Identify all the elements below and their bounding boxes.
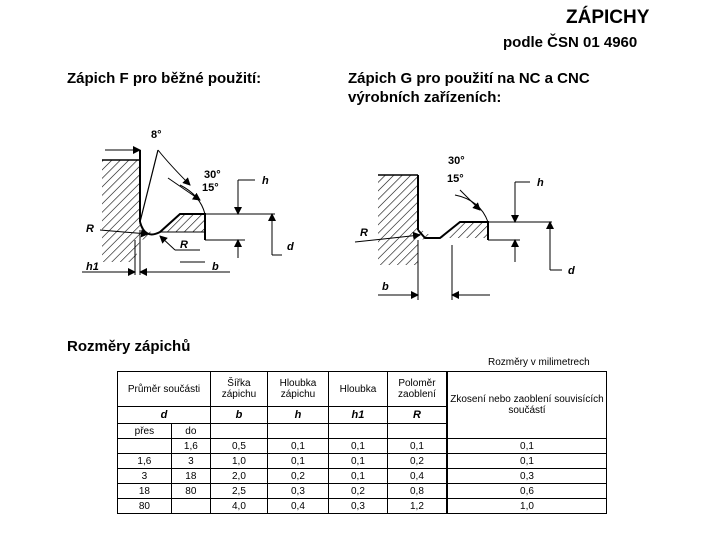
f-b-label: b (212, 261, 219, 273)
section-f-heading: Zápich F pro běžné použití: (67, 70, 262, 87)
symbol-d: d (118, 407, 211, 424)
f-d-label: d (287, 241, 294, 253)
section-g-heading-line1: Zápich G pro použití na NC a CNC (348, 70, 590, 87)
f-r2-label: R (180, 239, 188, 251)
symbol-h: h (267, 407, 328, 424)
header-chamfer: Zkosení nebo zaoblení souvisících součástí (447, 372, 607, 439)
f-h1-label: h1 (86, 261, 99, 273)
header-depth-h: Hloubka zápichu (267, 372, 328, 407)
f-h-label: h (262, 175, 269, 187)
table-row: 18 80 2,5 0,3 0,2 0,8 0,6 (118, 484, 607, 499)
g-b-label: b (382, 281, 389, 293)
page-title: ZÁPICHY (566, 7, 650, 28)
dimensions-table (117, 371, 607, 514)
section-g-heading-line2: výrobních zařízeních: (348, 89, 502, 106)
table-row: 80 4,0 0,4 0,3 1,2 1,0 (118, 499, 607, 514)
table-row: 1,6 3 1,0 0,1 0,1 0,2 0,1 (118, 454, 607, 469)
units-note: Rozměry v milimetrech (488, 357, 590, 368)
table-row: 1,6 0,5 0,1 0,1 0,1 0,1 (118, 439, 607, 454)
header-width: Šířka zápichu (210, 372, 267, 407)
f-r1-label: R (86, 223, 94, 235)
f-angle-a-label: 30° (204, 169, 221, 181)
page-subtitle: podle ČSN 01 4960 (503, 34, 638, 51)
g-h-label: h (537, 177, 544, 189)
table-row: 3 18 2,0 0,2 0,1 0,4 0,3 (118, 469, 607, 484)
g-angle-b-label: 15° (447, 173, 464, 185)
g-r-label: R (360, 227, 368, 239)
g-angle-a-label: 30° (448, 155, 465, 167)
table-title: Rozměry zápichů (67, 338, 191, 355)
subheader-to: do (171, 424, 210, 439)
header-depth: Hloubka (328, 372, 387, 407)
g-d-label: d (568, 265, 575, 277)
f-angle-top-label: 8° (151, 129, 162, 141)
f-angle-b-label: 15° (202, 182, 219, 194)
header-radius: Poloměr zaoblení (387, 372, 447, 407)
symbol-b: b (210, 407, 267, 424)
subheader-over: přes (118, 424, 172, 439)
symbol-h1: h1 (328, 407, 387, 424)
symbol-r: R (387, 407, 447, 424)
drawing-f (82, 150, 282, 275)
header-diameter: Průměr součásti (118, 372, 211, 407)
